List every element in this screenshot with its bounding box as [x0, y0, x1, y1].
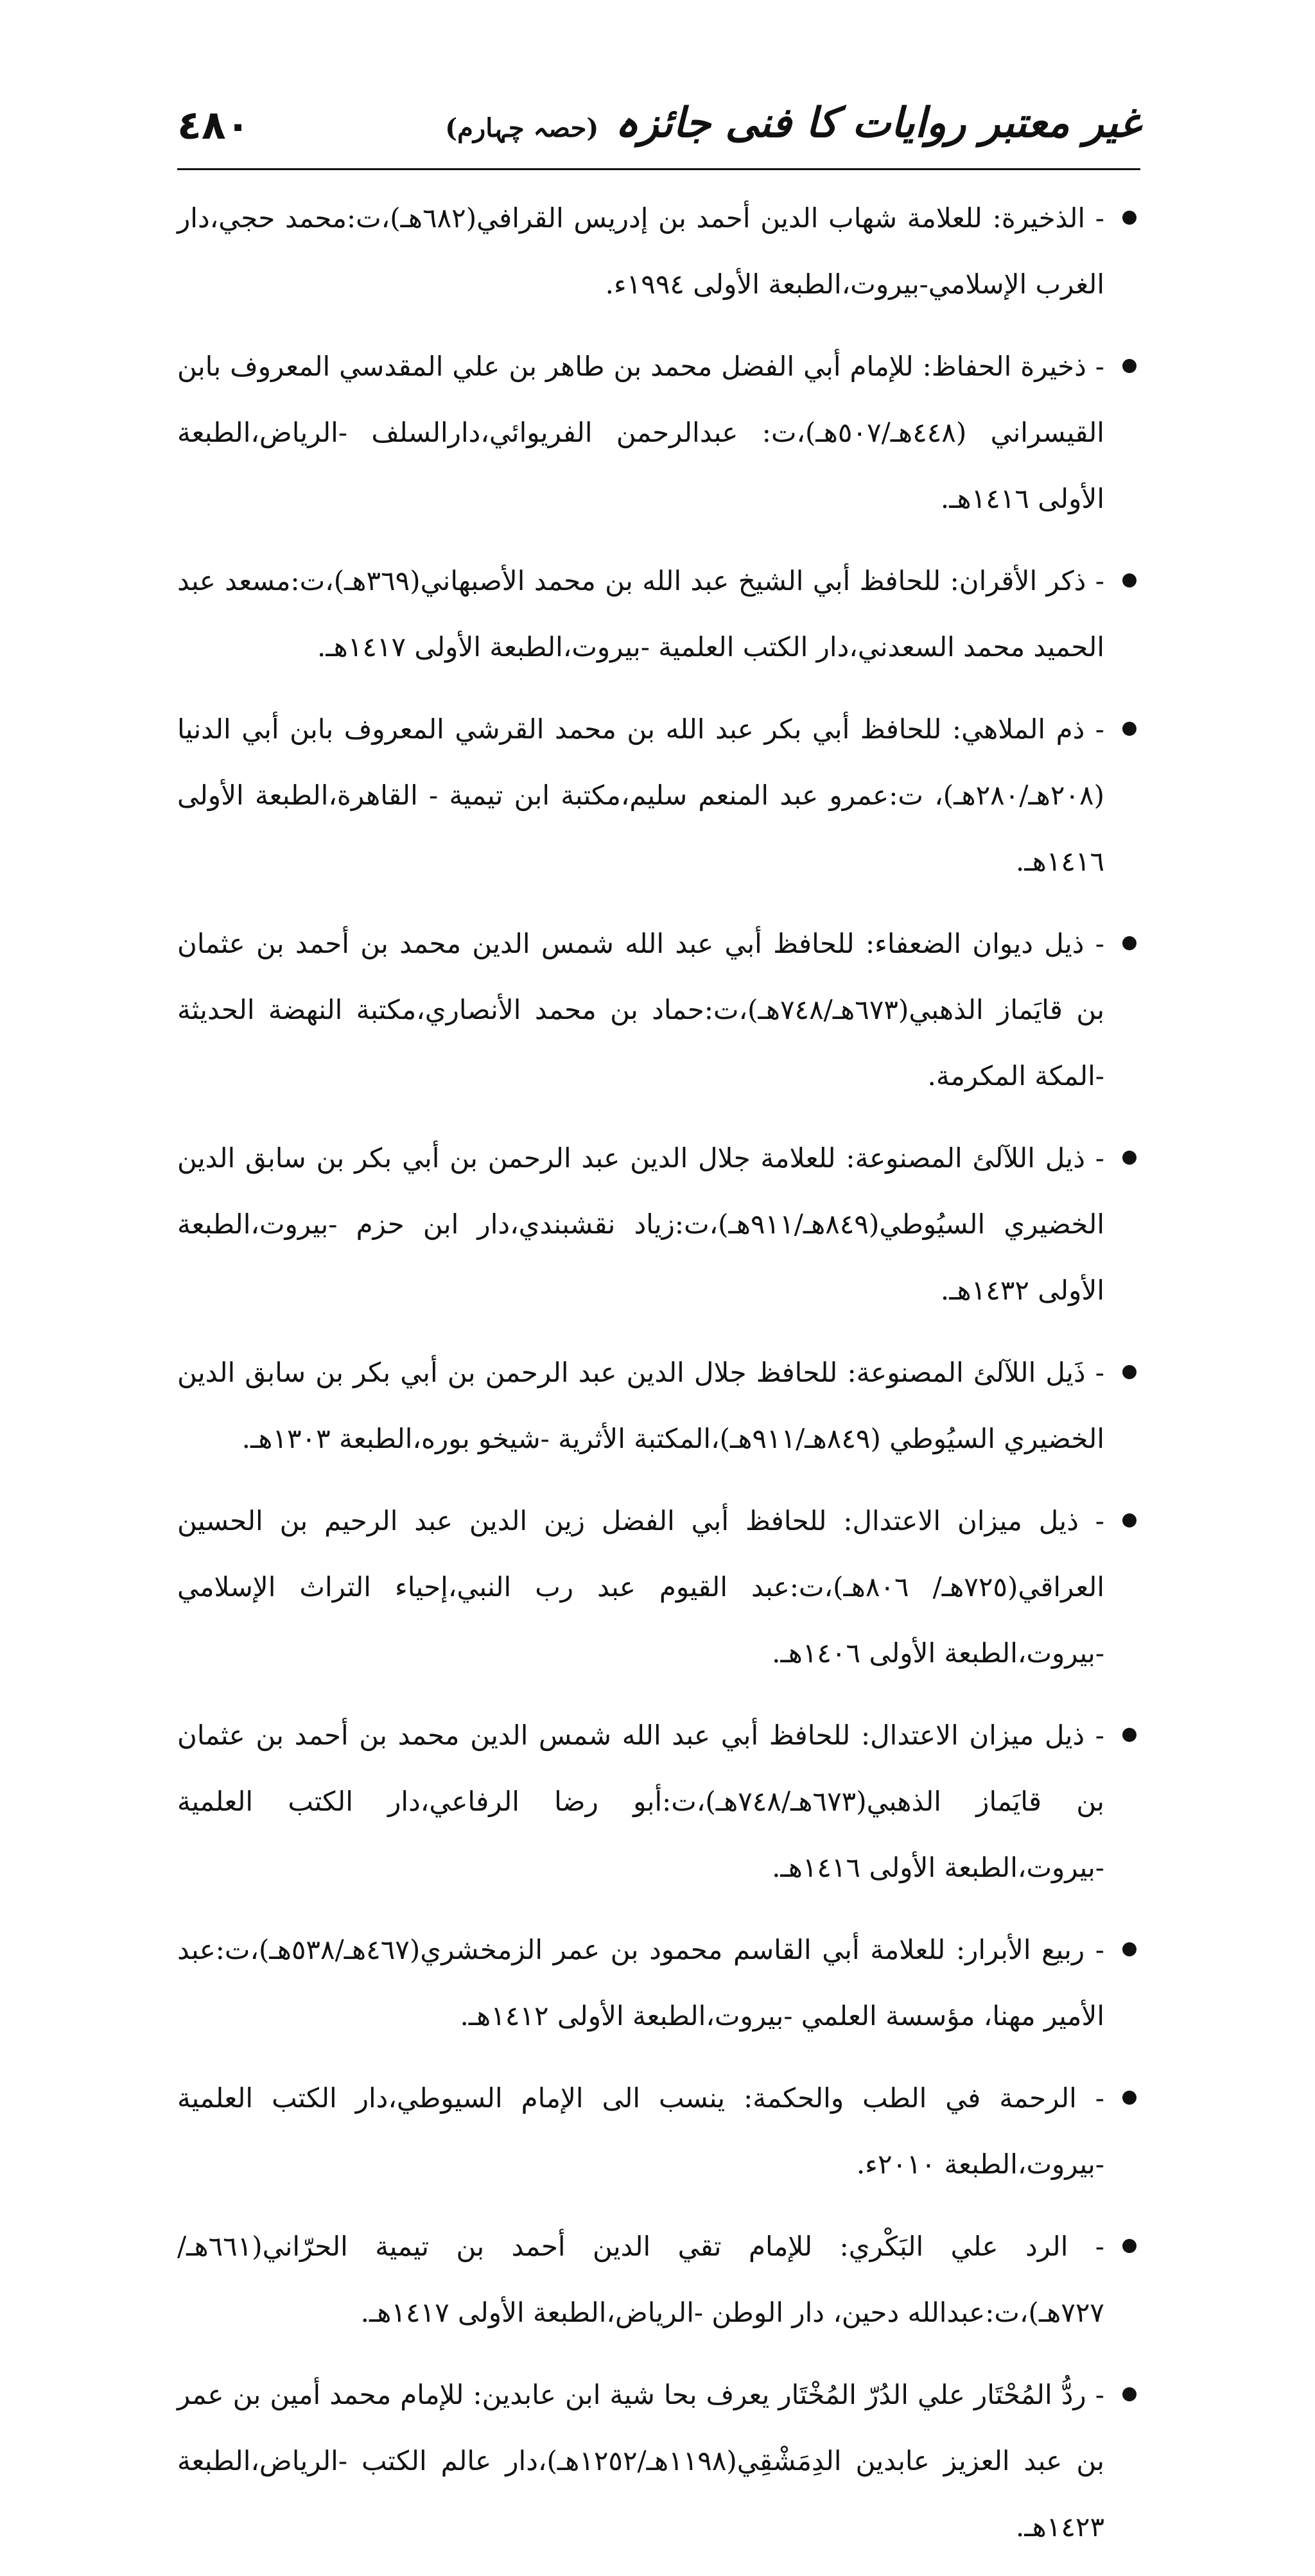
bullet-icon: [1122, 359, 1136, 373]
entry-text: - الرد علي البَكْري: للإمام تقي الدين أحمد بن تيمية الحرّاني(٦٦١هـ/٧٢٧هـ)،ت:عبدالله دحين، دار الوطن -الرياض،الطبعة الأولى ١٤١٧هـ.: [177, 2231, 1104, 2328]
bibliography-entry: [177, 1125, 1140, 1323]
bibliography-entry: [177, 333, 1140, 532]
entry-text: - ذخيرة الحفاظ: للإمام أبي الفضل محمد بن طاهر بن علي المقدسي المعروف بابن القيسراني (٤٤٨هـ/٥٠٧هـ)،ت: عبدالرحمن الفريوائي،دارالسلف -الرياض،الطبعة الأولى ١٤١٦هـ.: [177, 351, 1104, 514]
bibliography-entry: [177, 1702, 1140, 1901]
bibliography-entry: [177, 185, 1140, 317]
bullet-icon: [1122, 2091, 1136, 2105]
entry-text: - ذيل اللآلئ المصنوعة: للعلامة جلال الدين عبد الرحمن بن أبي بكر بن سابق الدين الخضيري السيُوطي(٨٤٩هـ/٩١١هـ)،ت:زياد نقشبندي،دار ابن حزم -بيروت،الطبعة الأولى ١٤٣٢هـ.: [177, 1142, 1104, 1306]
bibliography-entry: [177, 2362, 1140, 2560]
bullet-icon: [1122, 211, 1136, 225]
running-title: [445, 99, 1140, 147]
bibliography-entry: [177, 910, 1140, 1109]
bullet-icon: [1122, 936, 1136, 950]
entry-text: - الرحمة في الطب والحكمة: ينسب الى الإمام السيوطي،دار الكتب العلمية -بيروت،الطبعة ٢٠١٠ء.: [177, 2082, 1104, 2180]
page-header: [177, 96, 1140, 161]
page-number: ٤٨٠: [177, 101, 250, 148]
bullet-icon: [1122, 2387, 1136, 2401]
entry-text: - ذكر الأقران: للحافظ أبي الشيخ عبد الله بن محمد الأصبهاني(٣٦٩هـ)،ت:مسعد عبد الحميد محمد السعدني،دار الكتب العلمية -بيروت،الطبعة الأولى ١٤١٧هـ.: [177, 565, 1104, 663]
bullet-icon: [1122, 1942, 1136, 1956]
bibliography-entry: [177, 1339, 1140, 1472]
bullet-icon: [1122, 1728, 1136, 1742]
part-label: (حصہ چہارم): [445, 113, 599, 143]
bullet-icon: [1122, 1151, 1136, 1165]
entry-text: - ربيع الأبرار: للعلامة أبي القاسم محمود بن عمر الزمخشري(٤٦٧هـ/٥٣٨هـ)،ت:عبد الأمير مهنا، مؤسسة العلمي -بيروت،الطبعة الأولى ١٤١٢هـ.: [177, 1934, 1104, 2032]
bibliography-entry: [177, 2065, 1140, 2197]
header-rule: [177, 168, 1140, 170]
bullet-icon: [1122, 1365, 1136, 1379]
bibliography-entry: [177, 548, 1140, 680]
entry-text: - ذَيل اللآلئ المصنوعة: للحافظ جلال الدين عبد الرحمن بن أبي بكر بن سابق الدين الخضيري السيُوطي (٨٤٩هـ/٩١١هـ)،المكتبة الأثرية -شيخو بوره،الطبعة ١٣٠٣هـ.: [177, 1357, 1104, 1454]
entry-text: - ردُّ المُحْتَار علي الدُرّ المُخْتَار يعرف بحا شية ابن عابدين: للإمام محمد أمين بن عمر بن عبد العزيز عابدين الدِمَشْقِي(١١٩٨هـ/١٢٥٢هـ)،دار عالم الكتب -الرياض،الطبعة ١٤٢٣هـ.: [177, 2379, 1104, 2543]
entry-text: - ذيل ميزان الاعتدال: للحافظ أبي عبد الله شمس الدين محمد بن أحمد بن عثمان بن قايَماز الذهبي(٦٧٣هـ/٧٤٨هـ)،ت:أبو رضا الرفاعي،دار الكتب العلمية -بيروت،الطبعة الأولى ١٤١٦هـ.: [177, 1719, 1104, 1883]
book-title: غیر معتبر روایات کا فنی جائزہ: [614, 99, 1140, 147]
bibliography-entry: [177, 696, 1140, 894]
entry-text: - ذيل ديوان الضعفاء: للحافظ أبي عبد الله شمس الدين محمد بن أحمد بن عثمان بن قايَماز الذهبي(٦٧٣هـ/٧٤٨هـ)،ت:حماد بن محمد الأنصاري،مكتبة النهضة الحديثة -المكة المكرمة.: [177, 928, 1105, 1092]
entry-text: - ذيل ميزان الاعتدال: للحافظ أبي الفضل زين الدين عبد الرحيم بن الحسين العراقي(٧٢٥هـ/ ٨٠٦هـ)،ت:عبد القيوم عبد رب النبي،إحياء التراث الإسلامي -بيروت،الطبعة الأولى ١٤٠٦هـ.: [177, 1505, 1104, 1669]
bibliography-list: [177, 185, 1140, 2576]
bullet-icon: [1122, 2239, 1136, 2253]
entry-text: - الذخيرة: للعلامة شهاب الدين أحمد بن إدريس القرافي(٦٨٢هـ)،ت:محمد حجي،دار الغرب الإسلامي-بيروت،الطبعة الأولى ١٩٩٤ء.: [177, 202, 1104, 300]
bibliography-entry: [177, 1917, 1140, 2049]
bullet-icon: [1122, 573, 1136, 587]
bullet-icon: [1122, 1513, 1136, 1527]
entry-text: - ذم الملاهي: للحافظ أبي بكر عبد الله بن محمد القرشي المعروف بابن أبي الدنيا (٢٠٨هـ/٢٨٠هـ)، ت:عمرو عبد المنعم سليم،مكتبة ابن تيمية - القاهرة،الطبعة الأولى ١٤١٦هـ.: [177, 713, 1104, 877]
bibliography-entry: [177, 2213, 1140, 2345]
bibliography-entry: [177, 1488, 1140, 1686]
bullet-icon: [1122, 722, 1136, 736]
